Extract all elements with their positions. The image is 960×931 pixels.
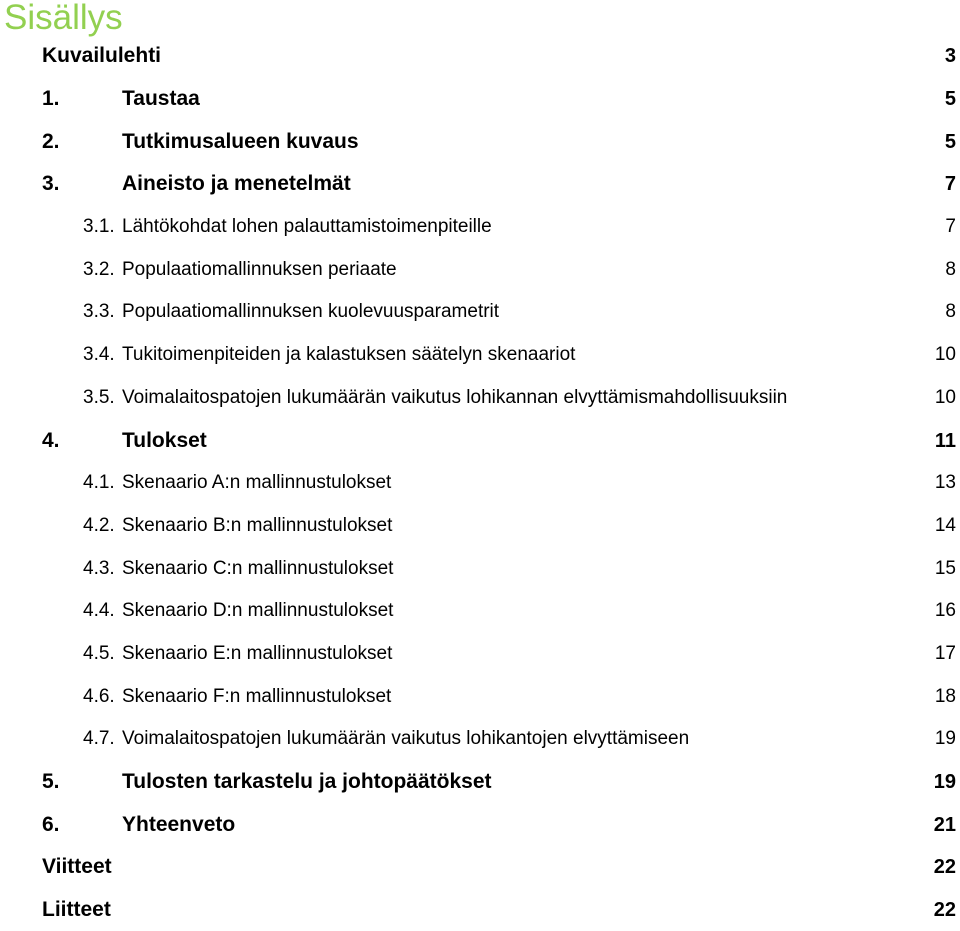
toc-entry-page-number: 8 — [945, 301, 956, 323]
toc-entry-number: 4.5. — [83, 642, 115, 664]
toc-entry[interactable] — [0, 163, 960, 206]
toc-entry-number: 5. — [42, 770, 60, 794]
toc-entry-page-number: 18 — [934, 685, 956, 707]
toc-entry-label: Aineisto ja menetelmät — [122, 172, 351, 196]
toc-entry-number: 4.6. — [83, 685, 115, 707]
toc-entry-label: Liitteet — [42, 898, 111, 922]
toc-entry-page-number: 13 — [934, 472, 956, 494]
toc-entry-label: Populaatiomallinnuksen periaate — [122, 258, 397, 280]
toc-entry-label: Skenaario E:n mallinnustulokset — [122, 642, 393, 664]
toc-entry-page-number: 17 — [934, 642, 956, 664]
toc-entry-number: 3.5. — [83, 386, 115, 408]
toc-entry[interactable] — [0, 334, 960, 377]
toc-entry-label: Skenaario F:n mallinnustulokset — [122, 685, 392, 707]
toc-entry-number: 3.4. — [83, 344, 115, 366]
toc-entry-page-number: 10 — [934, 344, 956, 366]
toc-entry-page-number: 7 — [944, 173, 956, 196]
toc-entry-label: Tutkimusalueen kuvaus — [122, 129, 359, 153]
toc-entry-label: Tukitoimenpiteiden ja kalastuksen säätelyn skenaariot — [122, 344, 576, 366]
toc-entry-number: 4.1. — [83, 472, 115, 494]
toc-entry-label: Tulokset — [122, 428, 207, 452]
toc-entry-label: Voimalaitospatojen lukumäärän vaikutus lohikannan elvyttämismahdollisuuksiin — [122, 386, 788, 408]
toc-entry[interactable] — [0, 761, 960, 804]
toc-entry[interactable] — [0, 675, 960, 718]
toc-entry-number: 2. — [42, 129, 60, 153]
toc-entry-page-number: 16 — [934, 600, 956, 622]
toc-entry-label: Taustaa — [122, 87, 200, 111]
toc-entry[interactable] — [0, 419, 960, 462]
toc-entry-number: 6. — [42, 812, 60, 836]
toc-entry-page-number: 15 — [934, 557, 956, 579]
toc-entry[interactable] — [0, 547, 960, 590]
toc-entry[interactable] — [0, 120, 960, 163]
toc-entry-page-number: 5 — [944, 88, 956, 111]
toc-entry[interactable] — [0, 291, 960, 334]
toc-entry[interactable] — [0, 590, 960, 633]
toc-entry-label: Yhteenveto — [122, 812, 236, 836]
toc-entry-page-number: 3 — [944, 45, 956, 68]
page-title: Sisällys — [4, 0, 123, 37]
toc-entry-label: Viitteet — [42, 855, 112, 879]
toc-entry-page-number: 19 — [934, 728, 956, 750]
toc-entry[interactable] — [0, 633, 960, 676]
toc-entry-label: Skenaario B:n mallinnustulokset — [122, 514, 393, 536]
toc-entry-label: Populaatiomallinnuksen kuolevuusparametrit — [122, 301, 500, 323]
toc-entry[interactable] — [0, 35, 960, 78]
toc-entry[interactable] — [0, 206, 960, 249]
toc-entry-number: 3.3. — [83, 301, 115, 323]
toc-entry-page-number: 22 — [933, 856, 956, 879]
table-of-contents — [0, 35, 960, 931]
toc-entry-label: Kuvailulehti — [42, 44, 162, 68]
toc-entry-page-number: 14 — [934, 514, 956, 536]
toc-entry[interactable] — [0, 718, 960, 761]
toc-entry-page-number: 21 — [933, 813, 956, 836]
toc-entry-number: 4.3. — [83, 557, 115, 579]
toc-entry-label: Skenaario C:n mallinnustulokset — [122, 557, 394, 579]
toc-entry[interactable] — [0, 462, 960, 505]
toc-entry[interactable] — [0, 377, 960, 420]
toc-entry-label: Skenaario A:n mallinnustulokset — [122, 472, 392, 494]
toc-entry-page-number: 11 — [934, 429, 956, 452]
toc-entry-page-number: 10 — [934, 386, 956, 408]
toc-entry-page-number: 8 — [945, 258, 956, 280]
toc-entry-label: Lähtökohdat lohen palauttamistoimenpiteille — [122, 216, 492, 238]
toc-entry[interactable] — [0, 78, 960, 121]
toc-entry[interactable] — [0, 846, 960, 889]
toc-entry[interactable] — [0, 803, 960, 846]
toc-entry-number: 3. — [42, 172, 60, 196]
toc-entry[interactable] — [0, 248, 960, 291]
toc-entry-label: Voimalaitospatojen lukumäärän vaikutus lohikantojen elvyttämiseen — [122, 728, 690, 750]
toc-entry-number: 4.2. — [83, 514, 115, 536]
toc-entry-page-number: 22 — [933, 899, 956, 922]
toc-entry-page-number: 19 — [933, 771, 956, 794]
toc-entry-label: Skenaario D:n mallinnustulokset — [122, 600, 394, 622]
toc-entry-number: 3.1. — [83, 216, 115, 238]
toc-entry-label: Tulosten tarkastelu ja johtopäätökset — [122, 770, 492, 794]
toc-entry-number: 3.2. — [83, 258, 115, 280]
toc-entry-page-number: 7 — [945, 216, 956, 238]
toc-entry-number: 4.7. — [83, 728, 115, 750]
toc-entry-number: 1. — [42, 87, 60, 111]
toc-entry-number: 4.4. — [83, 600, 115, 622]
toc-entry-page-number: 5 — [944, 130, 956, 153]
toc-entry[interactable] — [0, 505, 960, 548]
toc-entry-number: 4. — [42, 428, 60, 452]
